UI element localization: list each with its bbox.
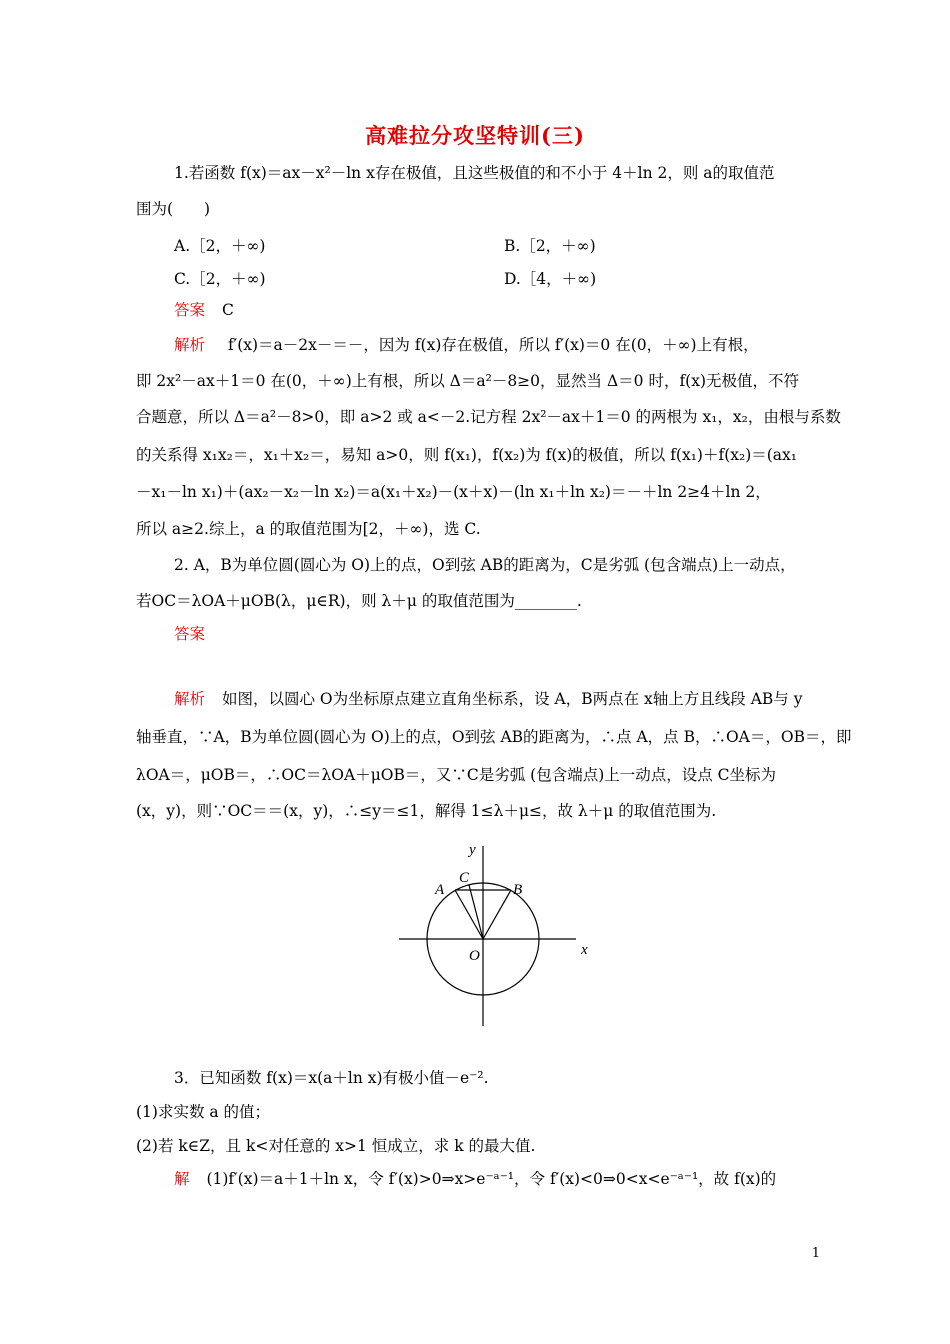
q1-answer bbox=[174, 299, 234, 321]
page-number: 1 bbox=[811, 1246, 820, 1261]
q2-analysis-label: 解析 bbox=[174, 690, 206, 708]
q3-solution-label: 解 bbox=[174, 1170, 190, 1188]
q1-option-a: A.［2，＋∞) bbox=[174, 237, 266, 255]
q2-analysis-text-1: 如图，以圆心 O为坐标原点建立直角坐标系，设 A，B两点在 x轴上方且线段 AB与 y bbox=[221, 690, 803, 708]
q1-option-b: B.［2，＋∞) bbox=[504, 237, 596, 255]
q1-analysis-text-1: f′(x)＝a－2x－＝－，因为 f(x)存在极值，所以 f′(x)＝0 在(0，＋∞)上有根， bbox=[227, 336, 759, 354]
q2-analysis-line-4: (x，y)，则∵OC＝＝(x，y)，∴≤y＝≤1，解得 1≤λ＋μ≤，故 λ＋μ 的取值范围为. bbox=[136, 802, 717, 820]
segment-oc bbox=[469, 885, 483, 939]
q1-stem-line-1: 1.若函数 f(x)＝ax－x²－ln x存在极值，且这些极值的和不小于 4＋ln 2，则 a的取值范 bbox=[174, 164, 775, 182]
label-y: y bbox=[469, 842, 476, 858]
q2-stem-line-1: 2. A，B为单位圆(圆心为 O)上的点，O到弦 AB的距离为，C是劣弧 (包含端点)上一动点， bbox=[174, 556, 796, 574]
label-a: A bbox=[435, 882, 445, 898]
q1-answer-label: 答案 bbox=[174, 301, 206, 319]
q2-analysis-line-2: 轴垂直，∵A，B为单位圆(圆心为 O)上的点，O到弦 AB的距离为，∴点 A，点 B，∴OA＝，OB＝，即 bbox=[136, 728, 852, 746]
label-o: O bbox=[469, 948, 480, 964]
q3-part-1: (1)求实数 a 的值； bbox=[136, 1103, 271, 1121]
q2-analysis-line-1 bbox=[174, 688, 802, 710]
unit-circle-figure bbox=[381, 836, 609, 1038]
q1-option-d: D.［4，＋∞) bbox=[504, 270, 597, 288]
q3-solution-text: (1)f′(x)＝a＋1＋ln x，令 f′(x)>0⇒x>e⁻ᵃ⁻¹，令 f′(x)<0⇒0<x<e⁻ᵃ⁻¹，故 f(x)的 bbox=[206, 1170, 777, 1188]
label-b: B bbox=[513, 882, 523, 898]
page-title: 高难拉分攻坚特训(三) bbox=[365, 123, 585, 148]
segment-oa bbox=[455, 890, 483, 939]
q1-option-c: C.［2，＋∞) bbox=[174, 270, 266, 288]
q2-stem-line-2: 若OC＝λOA＋μOB(λ，μ∈R)，则 λ＋μ 的取值范围为________. bbox=[136, 592, 582, 610]
q2-analysis-line-3: λOA＝，μOB＝，∴OC＝λOA＋μOB＝，又∵C是劣弧 (包含端点)上一动点，设点 C坐标为 bbox=[136, 766, 777, 784]
q1-answer-value: C bbox=[221, 301, 234, 319]
q2-answer-label: 答案 bbox=[174, 625, 206, 643]
q1-stem-line-2: 围为( ) bbox=[136, 200, 211, 218]
q1-analysis-label: 解析 bbox=[174, 336, 206, 354]
q3-solution-line-1 bbox=[174, 1168, 776, 1190]
segment-ob bbox=[483, 890, 511, 939]
q1-analysis-line-6: 所以 a≥2.综上，a 的取值范围为[2，＋∞)，选 C. bbox=[136, 520, 481, 538]
q1-analysis-line-3: 合题意，所以 Δ＝a²－8>0，即 a>2 或 a<－2.记方程 2x²－ax＋1＝0 的两根为 x₁，x₂，由根与系数 bbox=[136, 408, 841, 426]
q1-analysis-line-2: 即 2x²－ax＋1＝0 在(0，＋∞)上有根，所以 Δ＝a²－8≥0，显然当 Δ＝0 时，f(x)无极值，不符 bbox=[136, 372, 800, 390]
q3-part-2: (2)若 k∈Z，且 k<对任意的 x>1 恒成立，求 k 的最大值. bbox=[136, 1137, 536, 1155]
q3-stem: 3．已知函数 f(x)＝x(a＋ln x)有极小值－e⁻². bbox=[174, 1069, 489, 1087]
q1-analysis-line-5: －x₁－ln x₁)＋(ax₂－x₂－ln x₂)＝a(x₁＋x₂)－(x＋x)－(ln x₁＋ln x₂)＝－＋ln 2≥4＋ln 2， bbox=[136, 483, 771, 501]
label-x: x bbox=[581, 942, 588, 958]
label-c: C bbox=[459, 870, 470, 886]
q1-analysis-line-4: 的关系得 x₁x₂＝，x₁＋x₂＝，易知 a>0，则 f(x₁)，f(x₂)为 f(x)的极值，所以 f(x₁)＋f(x₂)＝(ax₁ bbox=[136, 446, 798, 464]
q1-analysis-line-1 bbox=[174, 334, 759, 356]
unit-circle-svg bbox=[381, 836, 609, 1038]
